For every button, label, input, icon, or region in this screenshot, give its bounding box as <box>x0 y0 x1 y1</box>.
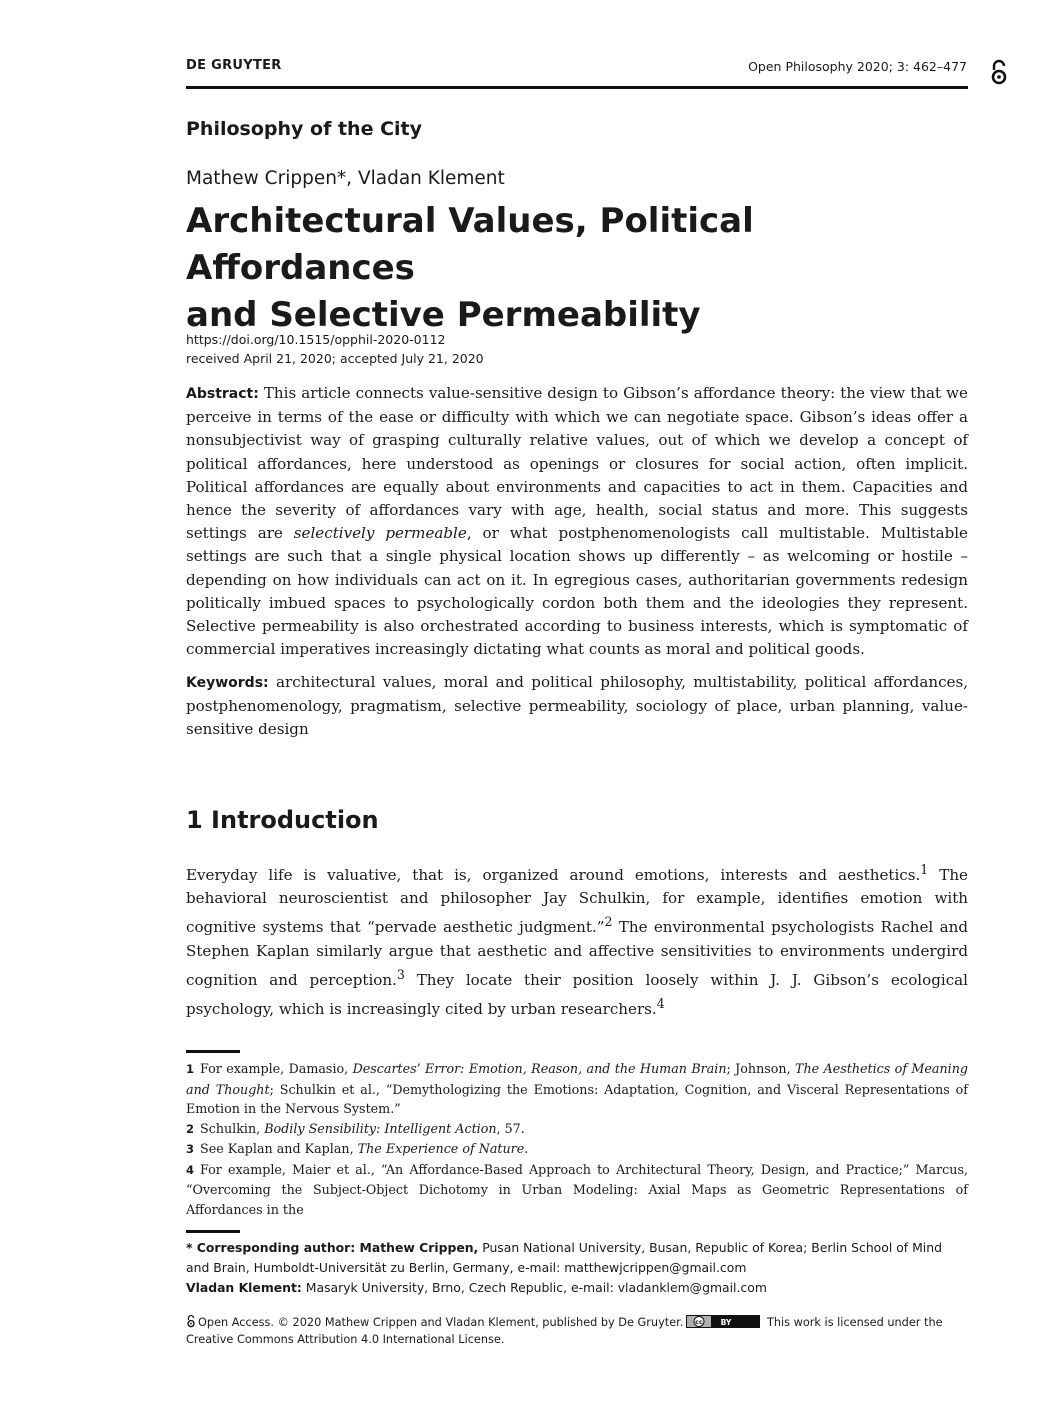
intro-text: The behavioral neuroscientist and philosopher Jay Schulkin, for example, identifies emotion with cognitive systems that “pervade aesthetic judgment.” <box>186 866 968 937</box>
author-list: Mathew Crippen*, Vladan Klement <box>186 168 505 189</box>
footnote-1 <box>186 1059 968 1119</box>
correspondence-info <box>186 1238 968 1298</box>
correspondence-rule <box>186 1230 240 1233</box>
journal-citation: Open Philosophy 2020; 3: 462–477 <box>748 59 967 74</box>
doi-link[interactable]: https://doi.org/10.1515/opphil-2020-0112 <box>186 332 446 347</box>
footnote-4 <box>186 1160 968 1220</box>
article-dates: received April 21, 2020; accepted July 21, 2020 <box>186 351 484 366</box>
footnote-number: 3 <box>186 1142 195 1156</box>
footnote-ref-4[interactable]: 4 <box>656 996 665 1012</box>
section-heading-introduction: 1 Introduction <box>186 806 379 834</box>
abstract-text-2: , or what postphenomenologists call multistable. Multistable settings are such that a single physical location shows up differently – as welcoming or hostile – depending on how individuals can act on it. In egregious cases, authoritarian governments redesign politically imbued spaces to psychologically cordon both them and the ideologies they represent. Selective permeability is also orchestrated according to business interests, which is symptomatic of commercial imperatives increasingly dictating what counts as moral and political goods. <box>186 524 968 659</box>
footnote-2 <box>186 1119 968 1140</box>
keywords-text: architectural values, moral and political philosophy, multistability, political affordances, postphenomenology, pragmatism, selective permeability, sociology of place, urban planning, value-sensitive design <box>186 673 968 739</box>
open-access-icon <box>988 58 1010 86</box>
footnote-number: 4 <box>186 1162 195 1177</box>
abstract-emphasis: selectively permeable <box>293 524 467 543</box>
footnote-3 <box>186 1139 968 1160</box>
abstract <box>186 382 968 661</box>
keywords <box>186 671 968 742</box>
footnote-italic: Bodily Sensibility: Intelligent Action <box>264 1120 497 1136</box>
footnote-text: ; Schulkin et al., “Demythologizing the Emotions: Adaptation, Cognition, and Visceral Representations of Emotion in the Nervous System.” <box>186 1081 968 1116</box>
license-text: Open Access. © 2020 Mathew Crippen and Vladan Klement, published by De Gruyter. <box>198 1316 684 1329</box>
license-text: This work is licensed under the Creative Commons Attribution 4.0 International License. <box>186 1316 943 1346</box>
corresponding-author <box>186 1238 968 1278</box>
title-line-1: Architectural Values, Political Affordances <box>186 201 754 288</box>
title-line-2: and Selective Permeability <box>186 295 701 335</box>
intro-text: Everyday life is valuative, that is, organized around emotions, interests and aesthetics. <box>186 866 921 885</box>
footnote-text: . <box>524 1141 529 1156</box>
footnote-ref-3[interactable]: 3 <box>396 966 405 982</box>
abstract-label: Abstract: <box>186 386 259 402</box>
footnote-ref-1[interactable]: 1 <box>920 862 929 877</box>
header-rule <box>186 86 968 89</box>
section-label: Philosophy of the City <box>186 118 422 140</box>
footnote-italic: Descartes’ Error: Emotion, Reason, and the Human Brain <box>352 1061 727 1076</box>
intro-text: The environmental psychologists Rachel and Stephen Kaplan similarly argue that aesthetic and affective sensitivities to environments undergird cognition and perception. <box>186 918 968 989</box>
footnote-number: 2 <box>186 1121 195 1136</box>
corresponding-author-label: * Corresponding author: Mathew Crippen, <box>186 1240 479 1255</box>
footnote-text: ; Johnson, <box>726 1061 796 1076</box>
by-badge-label: BY <box>720 1317 732 1327</box>
footnote-text: See Kaplan and Kaplan, <box>200 1141 358 1156</box>
second-author <box>186 1278 968 1298</box>
corresponding-author-affiliation: Pusan National University, Busan, Republic of Korea; Berlin School of Mind and Brain, Humboldt-Universität zu Berlin, Germany, e-mail: matthewjcrippen@gmail.com <box>186 1240 942 1275</box>
footnote-ref-2[interactable]: 2 <box>604 914 613 930</box>
footnote-italic: The Aesthetics of Meaning and Thought <box>186 1061 968 1097</box>
second-author-label: Vladan Klement: <box>186 1280 302 1295</box>
second-author-affiliation: Masaryk University, Brno, Czech Republic, e-mail: vladanklem@gmail.com <box>301 1280 767 1295</box>
footnote-text: Schulkin, <box>200 1120 265 1136</box>
publisher-name: DE GRUYTER <box>186 58 282 73</box>
footnote-text: , 57. <box>496 1120 525 1136</box>
intro-text: They locate their position loosely within J. J. Gibson’s ecological psychology, which is increasingly cited by urban researchers. <box>186 970 968 1019</box>
open-access-icon <box>186 1314 196 1328</box>
introduction-paragraph <box>186 858 968 1021</box>
footnote-number: 1 <box>186 1062 195 1076</box>
license-statement <box>186 1314 968 1348</box>
footnote-rule <box>186 1050 240 1053</box>
footnote-text: For example, Damasio, <box>200 1061 353 1076</box>
footnote-italic: The Experience of Nature <box>357 1141 525 1156</box>
footnotes <box>186 1059 968 1219</box>
abstract-text-1: This article connects value-sensitive design to Gibson’s affordance theory: the view that we perceive in terms of the ease or difficulty with which we can negotiate space. Gibson’s ideas offer a nonsubjectivist way of grasping culturally relative values, out of which we develop a concept of political affordances, here understood as openings or closures for social action, often implicit. Political affordances are equally about environments and capacities to act in them. Capacities and hence the severity of affordances vary with age, health, social status and more. This suggests settings are <box>186 384 968 543</box>
keywords-label: Keywords: <box>186 675 269 691</box>
cc-by-license-icon[interactable] <box>686 1315 760 1328</box>
footnote-text: For example, Maier et al., “An Affordance-Based Approach to Architectural Theory, Design, and Practice;” Marcus, “Overcoming the Subject-Object Dichotomy in Urban Modeling: Axial Maps as Geometric Representations of Affordances in the <box>186 1161 968 1217</box>
article-title <box>186 198 976 339</box>
cc-badge-label: cc <box>695 1318 704 1326</box>
